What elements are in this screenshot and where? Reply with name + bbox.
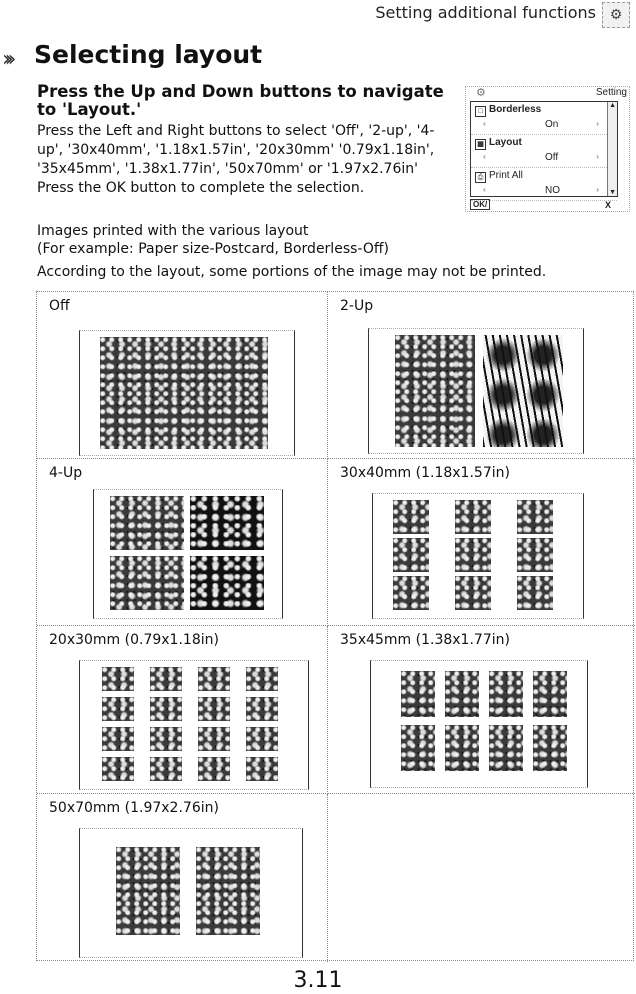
photo-thumbnail: [190, 556, 264, 610]
layout-icon: ▦: [475, 139, 486, 150]
layout-cell-2up: [328, 292, 635, 459]
photo-thumbnail: [190, 496, 264, 550]
left-arrow-icon: ‹: [483, 152, 486, 161]
photo-thumbnail: [393, 576, 429, 610]
ok-button[interactable]: OK/: [470, 199, 490, 210]
menu-item-label: Layout: [489, 137, 522, 148]
menu-item-layout[interactable]: [471, 135, 617, 168]
photo-thumbnail: [483, 335, 563, 447]
layout-label: 2-Up: [340, 298, 374, 314]
paper-preview: [372, 493, 584, 619]
photo-thumbnail: [401, 671, 435, 717]
photo-thumbnail: [246, 697, 278, 721]
photo-thumbnail: [489, 671, 523, 717]
photo-thumbnail: [196, 847, 260, 935]
screen-title: Setting: [595, 87, 627, 98]
menu-item-value: Off: [545, 152, 559, 163]
note-line-2: (For example: Paper size-Postcard, Borderless-Off): [37, 241, 389, 257]
settings-tab-icon: ⚙: [602, 2, 630, 28]
photo-thumbnail: [517, 538, 553, 572]
borderless-icon: □: [475, 106, 486, 117]
photo-thumbnail: [445, 725, 479, 771]
photo-thumbnail: [401, 725, 435, 771]
instruction-paragraph: Press the Left and Right buttons to select 'Off', '2-up', '4-up', '30x40mm', '1.18x1.57in', '20x30mm' '0.79x1.18in', '35x45mm', '1.38x1.77in', '50x70mm' or '1.97x2.76in' Press the OK button to complete the selection.: [37, 123, 435, 196]
print-all-icon: ⎙: [475, 172, 486, 183]
page-number: 3.11: [293, 968, 343, 993]
layout-label: 50x70mm (1.97x2.76in): [49, 800, 219, 816]
layout-cell-30x40mm: [328, 459, 635, 626]
photo-thumbnail: [246, 757, 278, 781]
photo-thumbnail: [198, 697, 230, 721]
photo-thumbnail: [198, 667, 230, 691]
paper-preview: [368, 328, 584, 454]
photo-thumbnail: [395, 335, 475, 447]
layout-label: Off: [49, 298, 70, 314]
layout-label: 30x40mm (1.18x1.57in): [340, 465, 510, 481]
device-screen: [465, 86, 630, 212]
photo-thumbnail: [198, 757, 230, 781]
scrollbar[interactable]: [607, 102, 617, 196]
photo-thumbnail: [150, 697, 182, 721]
header-section-title: Setting additional functions: [375, 3, 596, 22]
photo-thumbnail: [100, 337, 268, 449]
paper-preview: [79, 330, 295, 456]
layout-cell-off: [37, 292, 328, 459]
paper-preview: [79, 828, 303, 958]
layout-label: 4-Up: [49, 465, 83, 481]
right-arrow-icon: ›: [596, 185, 599, 194]
photo-thumbnail: [393, 500, 429, 534]
layout-cell-50x70mm: [37, 794, 328, 962]
instruction-subhead: Press the Up and Down buttons to navigate to 'Layout.': [37, 82, 444, 119]
note-line-1: Images printed with the various layout: [37, 223, 309, 239]
title-chevron-icon: ›››: [2, 47, 11, 72]
photo-thumbnail: [489, 725, 523, 771]
layout-examples-grid: [36, 291, 634, 961]
photo-thumbnail: [116, 847, 180, 935]
photo-thumbnail: [198, 727, 230, 751]
layout-cell-35x45mm: [328, 626, 635, 794]
photo-thumbnail: [150, 667, 182, 691]
photo-thumbnail: [517, 576, 553, 610]
photo-thumbnail: [445, 671, 479, 717]
layout-label: 20x30mm (0.79x1.18in): [49, 632, 219, 648]
photo-thumbnail: [102, 697, 134, 721]
photo-thumbnail: [150, 727, 182, 751]
menu-item-value: On: [545, 119, 559, 130]
layout-label: 35x45mm (1.38x1.77in): [340, 632, 510, 648]
page-title: Selecting layout: [34, 40, 263, 69]
menu-item-value: NO: [545, 185, 560, 196]
photo-thumbnail: [533, 671, 567, 717]
photo-thumbnail: [102, 757, 134, 781]
photo-thumbnail: [455, 500, 491, 534]
photo-thumbnail: [455, 538, 491, 572]
paper-preview: [370, 660, 588, 788]
right-arrow-icon: ›: [596, 119, 599, 128]
layout-cell-20x30mm: [37, 626, 328, 794]
empty-cell: [328, 794, 635, 962]
photo-thumbnail: [102, 727, 134, 751]
photo-thumbnail: [246, 667, 278, 691]
photo-thumbnail: [110, 556, 184, 610]
layout-cell-4up: [37, 459, 328, 626]
photo-thumbnail: [246, 727, 278, 751]
right-arrow-icon: ›: [596, 152, 599, 161]
scroll-up-icon[interactable]: ▲: [609, 102, 616, 109]
note-line-3: According to the layout, some portions of the image may not be printed.: [37, 264, 547, 280]
photo-thumbnail: [102, 667, 134, 691]
paper-preview: [79, 660, 309, 790]
scroll-down-icon[interactable]: ▼: [609, 189, 616, 196]
settings-menu: [470, 101, 618, 197]
menu-item-borderless[interactable]: [471, 102, 617, 135]
photo-thumbnail: [517, 500, 553, 534]
photo-thumbnail: [455, 576, 491, 610]
menu-item-print-all[interactable]: [471, 168, 617, 201]
photo-thumbnail: [393, 538, 429, 572]
photo-thumbnail: [110, 496, 184, 550]
left-arrow-icon: ‹: [483, 119, 486, 128]
photo-thumbnail: [533, 725, 567, 771]
paper-preview: [93, 489, 283, 619]
menu-item-label: Borderless: [489, 104, 542, 115]
photo-thumbnail: [150, 757, 182, 781]
gear-icon: ⚙: [476, 87, 486, 99]
menu-item-label: Print All: [489, 170, 523, 181]
left-arrow-icon: ‹: [483, 185, 486, 194]
close-button[interactable]: X: [604, 200, 611, 210]
